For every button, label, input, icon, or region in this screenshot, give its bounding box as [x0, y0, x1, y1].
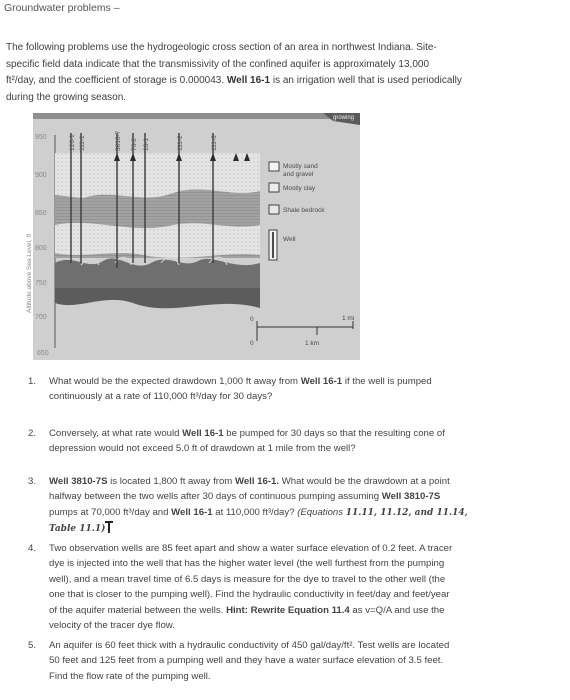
question-number: 2. [28, 428, 37, 439]
question-number: 3. [28, 476, 37, 487]
scale-km-zero: 0 [250, 340, 254, 347]
cross-section-layers [55, 153, 260, 308]
well-label: 126-1 [69, 134, 76, 151]
well-label: 111-1 [79, 135, 86, 151]
question-number: 4. [28, 543, 37, 554]
legend-swatch-shale [269, 205, 279, 214]
question-line: Table 11.1) [49, 521, 558, 537]
question-line: 50 feet and 125 feet from a pumping well and they have a water surface elevation of 3.5 feet. [49, 655, 444, 667]
y-tick-label: 700 [35, 314, 47, 321]
well-ref: Well 16-1 [226, 75, 271, 86]
well-ref: Well 16-1 [182, 428, 224, 439]
scale-mi-zero: 0 [250, 316, 254, 323]
legend-label: Mostly clay [283, 185, 316, 192]
legend-label: Well [283, 236, 296, 243]
question-line: Two observation wells are 85 feet apart and show a water surface elevation of 0.2 feet. A tracer [49, 543, 453, 554]
y-tick-label: 950 [35, 134, 47, 141]
hydrogeologic-cross-section [26, 113, 360, 360]
y-axis-label: Altitude above Sea Level, ft [26, 233, 33, 313]
well-ref: Well 16-1 [300, 376, 343, 387]
y-tick-label: 750 [35, 280, 47, 287]
well-ref: Well 16-1 [171, 506, 213, 518]
y-tick-label: 800 [35, 245, 47, 252]
y-tick-label: 850 [35, 210, 47, 217]
question-3 [28, 474, 558, 538]
question-line: well), and a mean travel time of 6.5 days is measure for the dye to travel to the other well (the [49, 573, 446, 585]
intro-line: The following problems use the hydrogeologic cross section of an area in northwest Indiana. Site- [6, 42, 437, 53]
well-label: 3810-7 [115, 130, 122, 151]
scale-mi-one: 1 mi [342, 315, 355, 322]
intro-line: ft²/day, and the coefficient of storage is 0.000043. Well 16-1 is an irrigation well that is used periodically [6, 75, 462, 86]
well-label: 16-1 [143, 137, 150, 151]
well-label: 111-2 [177, 135, 184, 151]
question-line: one that is closer to the pumping well). Find the hydraulic conductivity in feet/day and feet/year [49, 589, 450, 601]
y-tick-label: 650 [37, 350, 49, 357]
question-line: continuously at a rate of 110,000 ft³/day for 30 days? [49, 391, 273, 403]
question-line: Find the flow rate of the pumping well. [49, 670, 211, 682]
well-ref: Well 3810-7S [381, 491, 441, 503]
question-line: velocity of the tracer dye flow. [49, 620, 175, 632]
legend-swatch-clay [269, 183, 279, 192]
question-line: dye is injected into the well that has the higher water level (the well furthest from the pumping [49, 558, 445, 570]
legend-label: Shale bedrock [283, 207, 325, 214]
legend-swatch-sand [269, 162, 279, 171]
question-5 [28, 638, 558, 684]
well-ref: Well 16-1. [234, 476, 280, 487]
question-line: Conversely, at what rate would Well 16-1 be pumped for 30 days so that the resulting cone of [49, 428, 445, 439]
well-label: 76-2 [131, 137, 138, 151]
scale-km-one: 1 km [305, 340, 320, 347]
page-title: Groundwater problems – [4, 2, 120, 14]
legend-label: and gravel [283, 171, 314, 178]
text-cursor-icon [105, 521, 113, 533]
question-2 [28, 426, 558, 457]
intro-paragraph [6, 40, 564, 106]
question-line: pumps at 70,000 ft³/day and Well 16-1 at 110,000 ft³/day? (Equations 11.11, 11.12, and 11.14, [49, 506, 468, 518]
well-ref: Well 3810-7S [49, 476, 108, 487]
legend-label: Mostly sand [283, 163, 318, 170]
question-1 [28, 374, 558, 405]
question-line: of the aquifer material between the wells. Hint: Rewrite Equation 11.4 as v=Q/A and use the [49, 604, 445, 616]
well-label: 111-3 [211, 135, 218, 151]
question-line: An aquifer is 60 feet thick with a hydraulic conductivity of 450 gal/day/ft². Test wells are located [49, 640, 450, 651]
question-number: 1. [28, 376, 37, 387]
question-4 [28, 541, 558, 633]
question-line: Well 3810-7S is located 1,800 ft away from Well 16-1. What would be the drawdown at a point [49, 476, 450, 487]
cross-section-svg [26, 113, 360, 360]
question-number: 5. [28, 640, 37, 651]
top-right-label: growing [333, 115, 355, 121]
question-line: depression would not exceed 5.0 ft of drawdown at 1 mile from the well? [49, 443, 356, 455]
y-tick-label: 900 [35, 172, 47, 179]
intro-line: specific field data indicate that the transmissivity of the confined aquifer is approximately 13,000 [6, 58, 430, 70]
question-line: halfway between the two wells after 30 days of continuous pumping assuming Well 3810-7S [49, 491, 441, 503]
question-line: What would be the expected drawdown 1,000 ft away from Well 16-1 if the well is pumped [49, 376, 432, 387]
intro-line: during the growing season. [6, 91, 127, 103]
